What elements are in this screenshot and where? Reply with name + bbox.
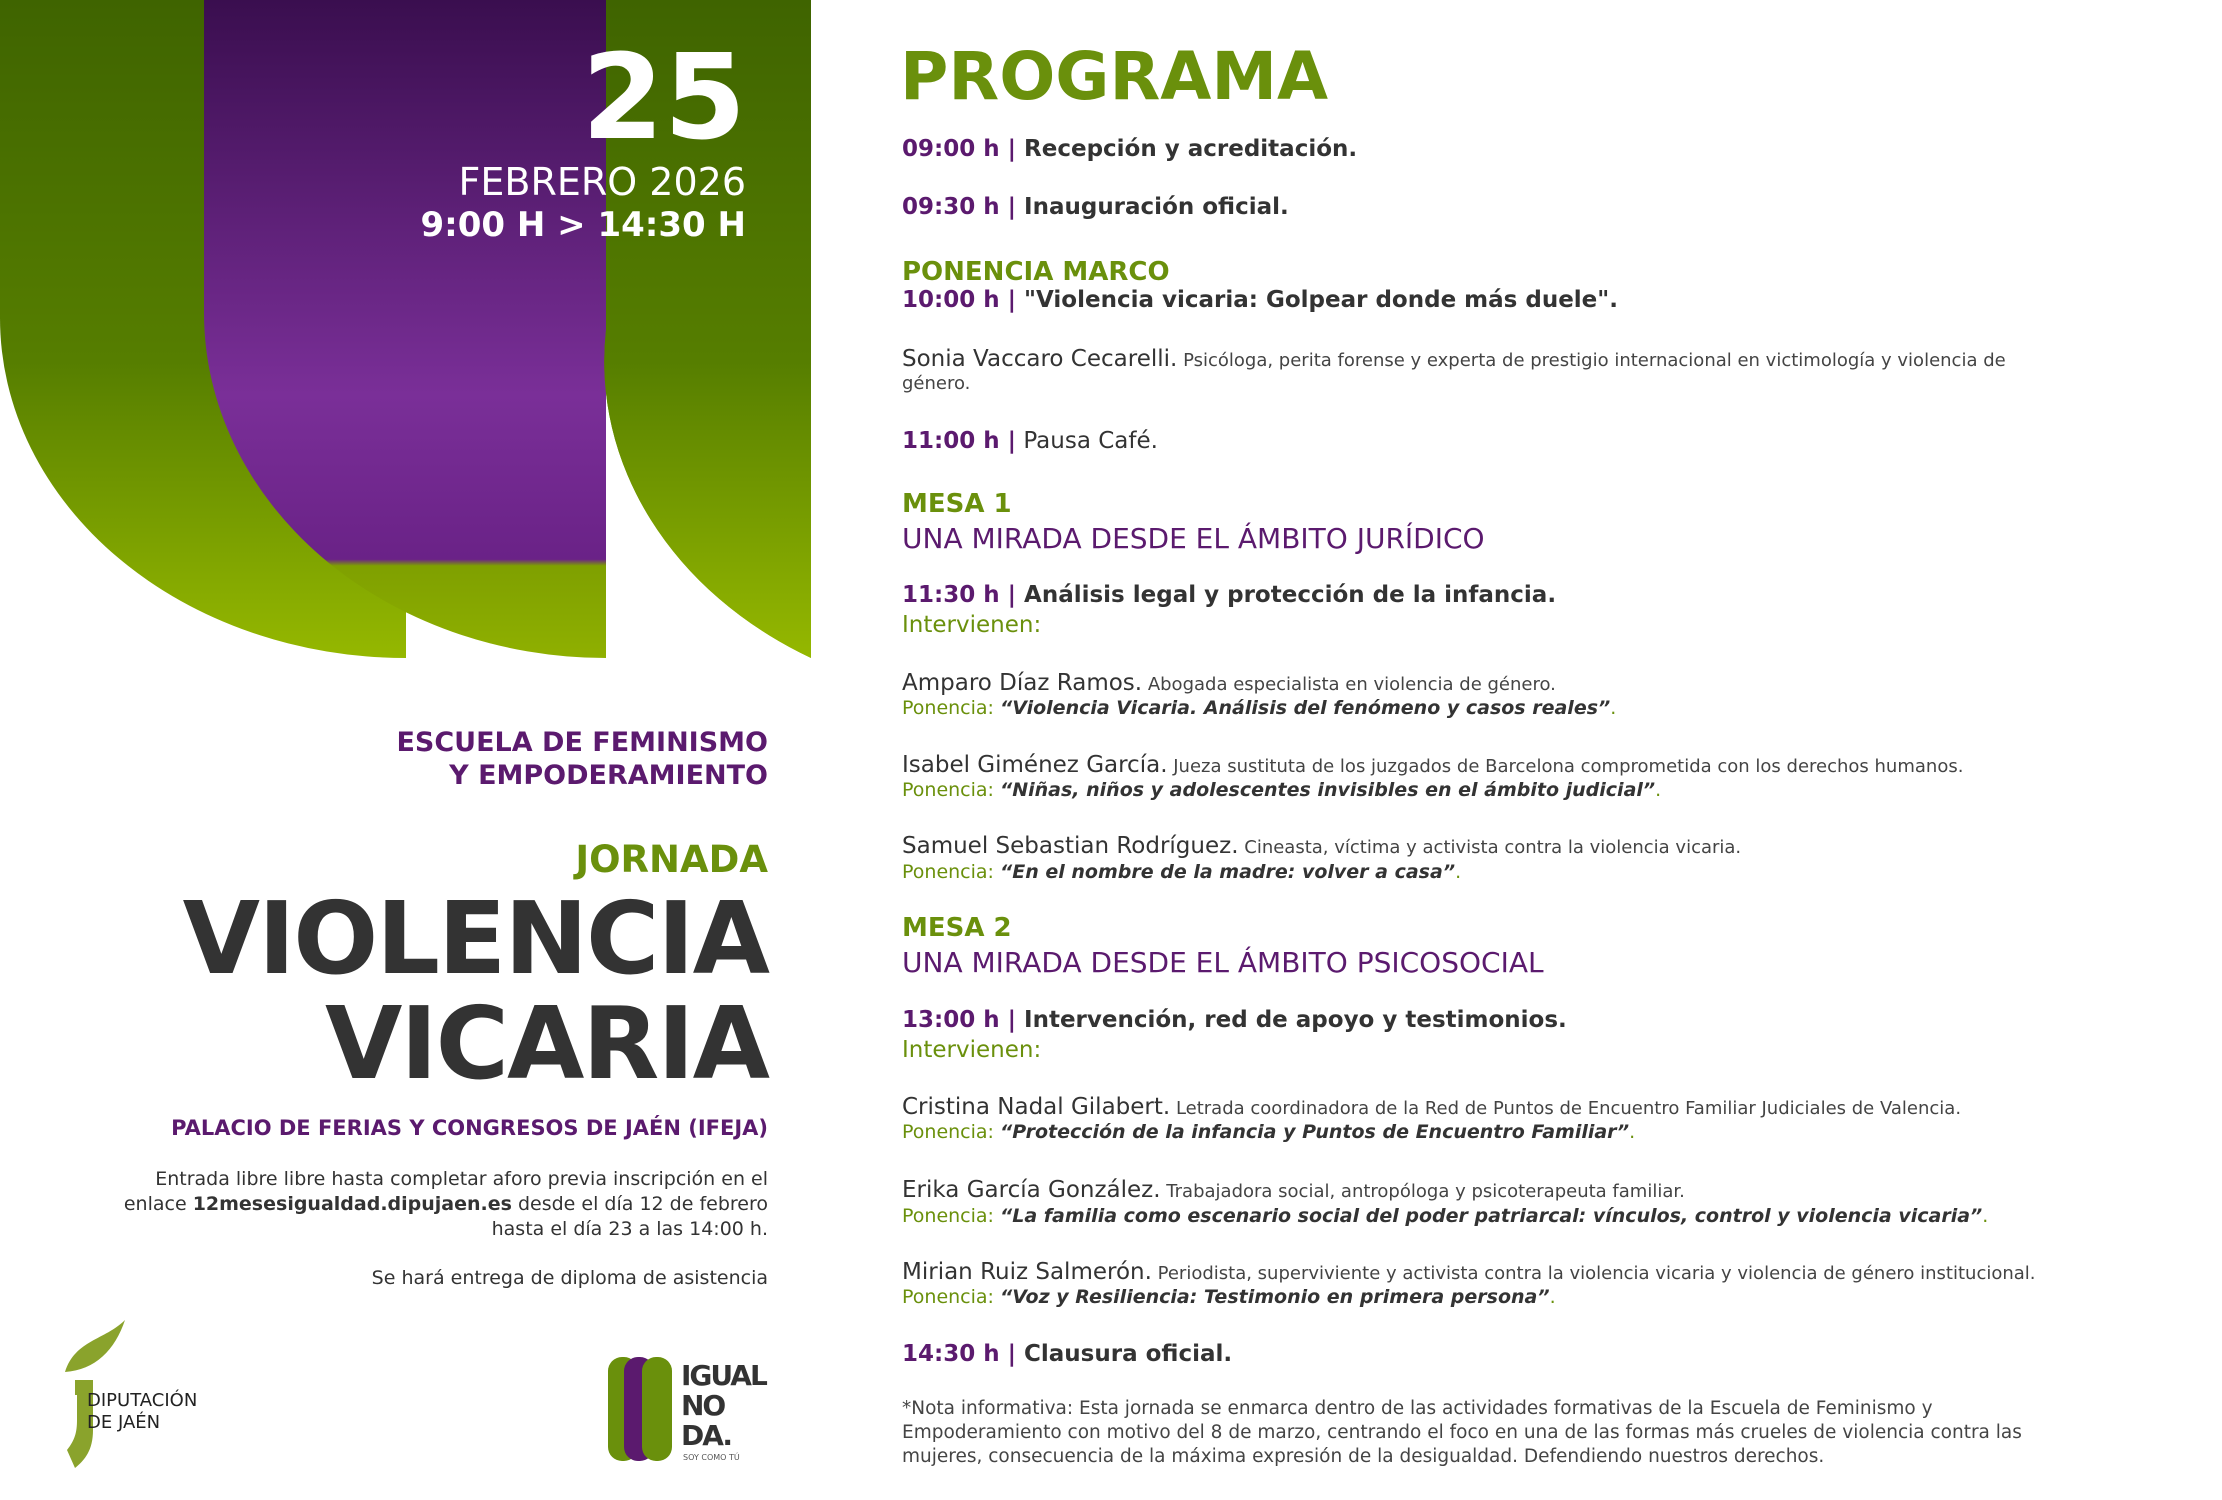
school-name-1: ESCUELA DE FEMINISMO — [396, 727, 768, 758]
item-mesa2: 13:00 h | Intervención, red de apoyo y testimonios. — [902, 1007, 1567, 1033]
item-mesa1: 11:30 h | Análisis legal y protección de la infancia. — [902, 582, 1557, 608]
item-closing: 14:30 h | Clausura oficial. — [902, 1341, 1233, 1367]
speaker-samuel: Samuel Sebastian Rodríguez. Cineasta, víctima y activista contra la violencia vicaria. — [902, 833, 1742, 859]
intervienen-label-1: Intervienen: — [902, 612, 1042, 638]
title-line-1: VIOLENCIA — [182, 880, 768, 997]
speaker-isabel: Isabel Giménez García. Jueza sustituta de los juzgados de Barcelona comprometida con los derechos humanos. — [902, 752, 1964, 778]
registration-link[interactable]: 12mesesigualdad.dipujaen.es — [192, 1193, 512, 1215]
venue: PALACIO DE FERIAS Y CONGRESOS DE JAÉN (IFEJA) — [171, 1116, 768, 1140]
talk-isabel: Ponencia: “Niñas, niños y adolescentes invisibles en el ámbito judicial”. — [902, 779, 1662, 801]
ponencia-marco-heading: PONENCIA MARCO — [902, 257, 1170, 287]
speaker-amparo: Amparo Díaz Ramos. Abogada especialista en violencia de género. — [902, 670, 1556, 696]
diputacion-logo: DIPUTACIÓN DE JAÉN — [45, 1320, 135, 1474]
talk-erika: Ponencia: “La familia como escenario social del poder patriarcal: vínculos, control y violencia vicaria”. — [902, 1205, 1989, 1227]
entry-info-1: Entrada libre libre hasta completar aforo previa inscripción en el — [155, 1168, 768, 1190]
event-month-year: FEBRERO 2026 — [458, 160, 746, 204]
program-title: PROGRAMA — [900, 38, 1329, 115]
mesa2-subtitle: UNA MIRADA DESDE EL ÁMBITO PSICOSOCIAL — [902, 946, 1544, 979]
mesa2-heading: MESA 2 — [902, 913, 1012, 943]
talk-mirian: Ponencia: “Voz y Resiliencia: Testimonio en primera persona”. — [902, 1286, 1556, 1308]
speaker-mirian: Mirian Ruiz Salmerón. Periodista, superviviente y activista contra la violencia vicaria y violencia de género institucional. — [902, 1259, 2036, 1285]
entry-info-2: enlace 12mesesigualdad.dipujaen.es desde el día 12 de febrero — [123, 1193, 768, 1215]
note-line-2: Empoderamiento con motivo del 8 de marzo, centrando el foco en una de las formas más crueles de violencia contra las — [902, 1422, 2022, 1443]
intervienen-label-2: Intervienen: — [902, 1037, 1042, 1063]
speaker-sonia: Sonia Vaccaro Cecarelli. Psicóloga, perita forense y experta de prestigio internacional en victimología y violencia de — [902, 346, 2006, 372]
entry-info-3: hasta el día 23 a las 14:00 h. — [491, 1218, 768, 1240]
talk-amparo: Ponencia: “Violencia Vicaria. Análisis del fenómeno y casos reales”. — [902, 697, 1617, 719]
igual-no-da-logo: IGUAL NO DA. SOY COMO TÚ — [608, 1355, 683, 1469]
note-line-1: *Nota informativa: Esta jornada se enmarca dentro de las actividades formativas de la Escuela de Feminismo y — [902, 1398, 1933, 1419]
jornada-label: JORNADA — [575, 838, 768, 881]
item-keynote: 10:00 h | "Violencia vicaria: Golpear donde más duele". — [902, 287, 1619, 313]
item-reception: 09:00 h | Recepción y acreditación. — [902, 136, 1358, 162]
talk-samuel: Ponencia: “En el nombre de la madre: volver a casa”. — [902, 861, 1462, 883]
speaker-cristina: Cristina Nadal Gilabert. Letrada coordinadora de la Red de Puntos de Encuentro Familiar Judiciales de Valencia. — [902, 1094, 1962, 1120]
mesa1-heading: MESA 1 — [902, 489, 1012, 519]
school-name-2: Y EMPODERAMIENTO — [449, 760, 768, 791]
igual-logo-mark-icon — [608, 1355, 683, 1465]
item-break: 11:00 h | Pausa Café. — [902, 428, 1158, 454]
event-hours: 9:00 H > 14:30 H — [420, 205, 746, 245]
event-day: 25 — [581, 28, 746, 166]
diploma-note: Se hará entrega de diploma de asistencia — [371, 1267, 768, 1289]
title-line-2: VICARIA — [325, 985, 768, 1102]
speaker-erika: Erika García González. Trabajadora social, antropóloga y psicoterapeuta familiar. — [902, 1177, 1685, 1203]
mesa1-subtitle: UNA MIRADA DESDE EL ÁMBITO JURÍDICO — [902, 522, 1485, 555]
note-line-3: mujeres, consecuencia de la máxima expresión de la desigualdad. Defendiendo nuestros derechos. — [902, 1446, 1825, 1467]
item-opening: 09:30 h | Inauguración oficial. — [902, 194, 1289, 220]
talk-cristina: Ponencia: “Protección de la infancia y Puntos de Encuentro Familiar”. — [902, 1121, 1636, 1143]
